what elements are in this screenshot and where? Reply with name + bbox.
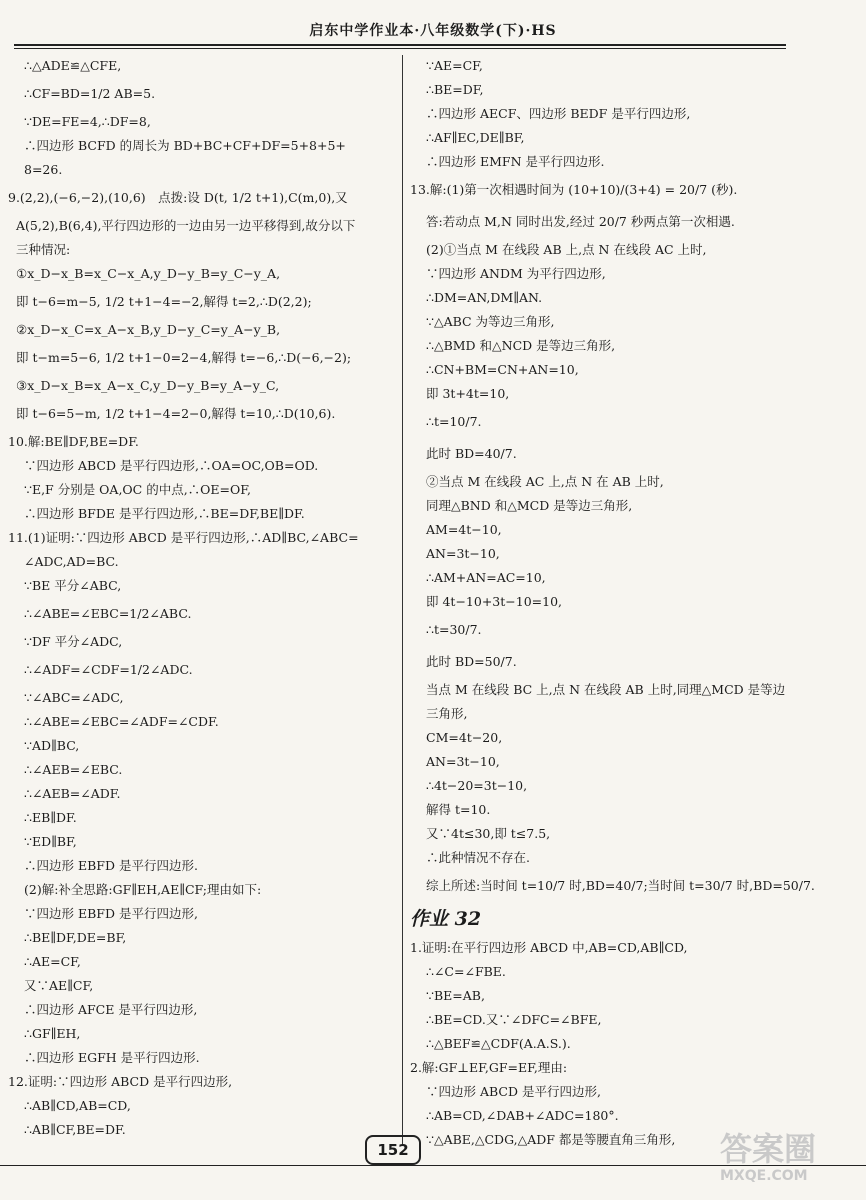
text-line: ∵BE 平分∠ABC, bbox=[24, 578, 122, 593]
text-line: A(5,2),B(6,4),平行四边形的一边由另一边平移得到,故分以下 bbox=[16, 218, 356, 233]
text-line: ∵DF 平分∠ADC, bbox=[24, 634, 123, 649]
text-line: ①x_D−x_B=x_C−x_A,y_D−y_B=y_C−y_A, bbox=[16, 266, 281, 281]
text-line: ∴四边形 BCFD 的周长为 BD+BC+CF+DF=5+8+5+ bbox=[24, 138, 346, 153]
text-line: ∴四边形 AECF、四边形 BEDF 是平行四边形, bbox=[426, 106, 691, 121]
text-line: 即 t−m=5−6, 1/2 t+1−0=2−4,解得 t=−6,∴D(−6,−2); bbox=[16, 350, 352, 365]
text-line: 此时 BD=50/7. bbox=[426, 654, 517, 669]
text-line: ∴AM+AN=AC=10, bbox=[426, 570, 546, 585]
text-line: 即 3t+4t=10, bbox=[426, 386, 510, 401]
column-divider bbox=[402, 55, 403, 1145]
text-line: ∵ED∥BF, bbox=[24, 834, 77, 849]
text-line: ∴AF∥EC,DE∥BF, bbox=[426, 130, 525, 145]
text-line: 又∵4t≤30,即 t≤7.5, bbox=[426, 826, 551, 841]
text-line: 此时 BD=40/7. bbox=[426, 446, 517, 461]
text-line: 同理△BND 和△MCD 是等边三角形, bbox=[426, 498, 633, 513]
text-line: ∴四边形 AFCE 是平行四边形, bbox=[24, 1002, 198, 1017]
text-line: 三角形, bbox=[426, 706, 468, 721]
text-line: ∴BE=CD.又∵∠DFC=∠BFE, bbox=[426, 1012, 602, 1027]
text-line: ∴∠ADF=∠CDF=1/2∠ADC. bbox=[24, 662, 193, 677]
text-line: ∵△ABE,△CDG,△ADF 都是等腰直角三角形, bbox=[426, 1132, 676, 1147]
text-line: ∴∠ABE=∠EBC=1/2∠ABC. bbox=[24, 606, 192, 621]
text-line: AM=4t−10, bbox=[426, 522, 502, 537]
left-column bbox=[8, 54, 396, 1142]
text-line: ∴四边形 BFDE 是平行四边形,∴BE=DF,BE∥DF. bbox=[24, 506, 305, 521]
text-line: ∵AE=CF, bbox=[426, 58, 483, 73]
text-line: 即 4t−10+3t−10=10, bbox=[426, 594, 563, 609]
text-line: ∴DM=AN,DM∥AN. bbox=[426, 290, 543, 305]
page-header: 启东中学作业本·八年级数学(下)·HS bbox=[309, 23, 557, 39]
text-line: ∴∠ABE=∠EBC=∠ADF=∠CDF. bbox=[24, 714, 219, 729]
text-line: 1.证明:在平行四边形 ABCD 中,AB=CD,AB∥CD, bbox=[410, 940, 688, 955]
text-line: ∴BE∥DF,DE=BF, bbox=[24, 930, 127, 945]
text-line: AN=3t−10, bbox=[426, 754, 500, 769]
text-line: 当点 M 在线段 BC 上,点 N 在线段 AB 上时,同理△MCD 是等边 bbox=[426, 682, 786, 697]
text-line: ∵四边形 ABCD 是平行四边形,∴OA=OC,OB=OD. bbox=[24, 458, 319, 473]
text-line: ∴t=30/7. bbox=[426, 622, 482, 637]
page-number: 152 bbox=[365, 1135, 421, 1165]
text-line: 10.解:BE∥DF,BE=DF. bbox=[8, 434, 139, 449]
text-line: 综上所述:当时间 t=10/7 时,BD=40/7;当时间 t=30/7 时,BD=50/7. bbox=[426, 878, 815, 893]
text-line: 2.解:GF⊥EF,GF=EF,理由: bbox=[410, 1060, 568, 1075]
text-line: 11.(1)证明:∵四边形 ABCD 是平行四边形,∴AD∥BC,∠ABC= bbox=[8, 530, 359, 545]
text-line: ∴△BEF≌△CDF(A.A.S.). bbox=[426, 1036, 571, 1051]
text-line: (2)解:补全思路:GF∥EH,AE∥CF;理由如下: bbox=[24, 882, 262, 897]
text-line: 即 t−6=5−m, 1/2 t+1−4=2−0,解得 t=10,∴D(10,6). bbox=[16, 406, 336, 421]
text-line: ∴△BMD 和△NCD 是等边三角形, bbox=[426, 338, 616, 353]
text-line: CM=4t−20, bbox=[426, 730, 503, 745]
text-line: ∴此种情况不存在. bbox=[426, 850, 530, 865]
text-line: ∴∠C=∠FBE. bbox=[426, 964, 506, 979]
text-line: ∴∠AEB=∠EBC. bbox=[24, 762, 123, 777]
text-line: ∴四边形 EBFD 是平行四边形. bbox=[24, 858, 198, 873]
right-column bbox=[410, 54, 830, 1152]
text-line: (2)①当点 M 在线段 AB 上,点 N 在线段 AC 上时, bbox=[426, 242, 707, 257]
text-line: 12.证明:∵四边形 ABCD 是平行四边形, bbox=[8, 1074, 233, 1089]
text-line: ∴四边形 EMFN 是平行四边形. bbox=[426, 154, 605, 169]
watermark-url: MXQE.COM bbox=[720, 1168, 808, 1184]
text-line: ∵△ABC 为等边三角形, bbox=[426, 314, 555, 329]
text-line: ∵∠ABC=∠ADC, bbox=[24, 690, 124, 705]
header-rule-thin bbox=[14, 48, 786, 49]
text-line: ∴CN+BM=CN+AN=10, bbox=[426, 362, 579, 377]
text-line: 解得 t=10. bbox=[426, 802, 491, 817]
text-line: ∴BE=DF, bbox=[426, 82, 484, 97]
text-line: ∴四边形 EGFH 是平行四边形. bbox=[24, 1050, 200, 1065]
text-line: ③x_D−x_B=x_A−x_C,y_D−y_B=y_A−y_C, bbox=[16, 378, 280, 393]
text-line: ∴AB∥CF,BE=DF. bbox=[24, 1122, 126, 1137]
section-title: 作业 32 bbox=[410, 908, 482, 930]
text-line: ∴AB∥CD,AB=CD, bbox=[24, 1098, 131, 1113]
header-rule bbox=[14, 44, 786, 46]
text-line: ∵四边形 EBFD 是平行四边形, bbox=[24, 906, 198, 921]
text-line: 9.(2,2),(−6,−2),(10,6) 点拨:设 D(t, 1/2 t+1),C(m,0),又 bbox=[8, 190, 348, 205]
text-line: ∴EB∥DF. bbox=[24, 810, 77, 825]
text-line: ②x_D−x_C=x_A−x_B,y_D−y_C=y_A−y_B, bbox=[16, 322, 281, 337]
text-line: ∴AE=CF, bbox=[24, 954, 81, 969]
text-line: 8=26. bbox=[24, 162, 63, 177]
text-line: ∴t=10/7. bbox=[426, 414, 482, 429]
text-line: ∴GF∥EH, bbox=[24, 1026, 81, 1041]
text-line: 13.解:(1)第一次相遇时间为 (10+10)/(3+4) = 20/7 (秒). bbox=[410, 182, 738, 197]
text-line: ∵DE=FE=4,∴DF=8, bbox=[24, 114, 151, 129]
text-line: ∵BE=AB, bbox=[426, 988, 485, 1003]
text-line: ∵E,F 分别是 OA,OC 的中点,∴OE=OF, bbox=[24, 482, 251, 497]
text-line: ∴∠AEB=∠ADF. bbox=[24, 786, 121, 801]
text-line: 即 t−6=m−5, 1/2 t+1−4=−2,解得 t=2,∴D(2,2); bbox=[16, 294, 312, 309]
watermark bbox=[720, 1130, 860, 1190]
text-line: ∴4t−20=3t−10, bbox=[426, 778, 528, 793]
text-line: AN=3t−10, bbox=[426, 546, 500, 561]
text-line: 答:若动点 M,N 同时出发,经过 20/7 秒两点第一次相遇. bbox=[426, 214, 735, 229]
text-line: ∴CF=BD=1/2 AB=5. bbox=[24, 86, 156, 101]
text-line: ∵四边形 ANDM 为平行四边形, bbox=[426, 266, 606, 281]
text-line: 三种情况: bbox=[16, 242, 71, 257]
text-line: ∠ADC,AD=BC. bbox=[24, 554, 119, 569]
text-line: ∵四边形 ABCD 是平行四边形, bbox=[426, 1084, 601, 1099]
text-line: ∴AB=CD,∠DAB+∠ADC=180°. bbox=[426, 1108, 619, 1123]
text-line: 又∵AE∥CF, bbox=[24, 978, 94, 993]
text-line: ∴△ADE≌△CFE, bbox=[24, 58, 122, 73]
text-line: ∵AD∥BC, bbox=[24, 738, 80, 753]
watermark-logo: 答案圈 bbox=[720, 1130, 817, 1168]
text-line: ②当点 M 在线段 AC 上,点 N 在 AB 上时, bbox=[426, 474, 664, 489]
